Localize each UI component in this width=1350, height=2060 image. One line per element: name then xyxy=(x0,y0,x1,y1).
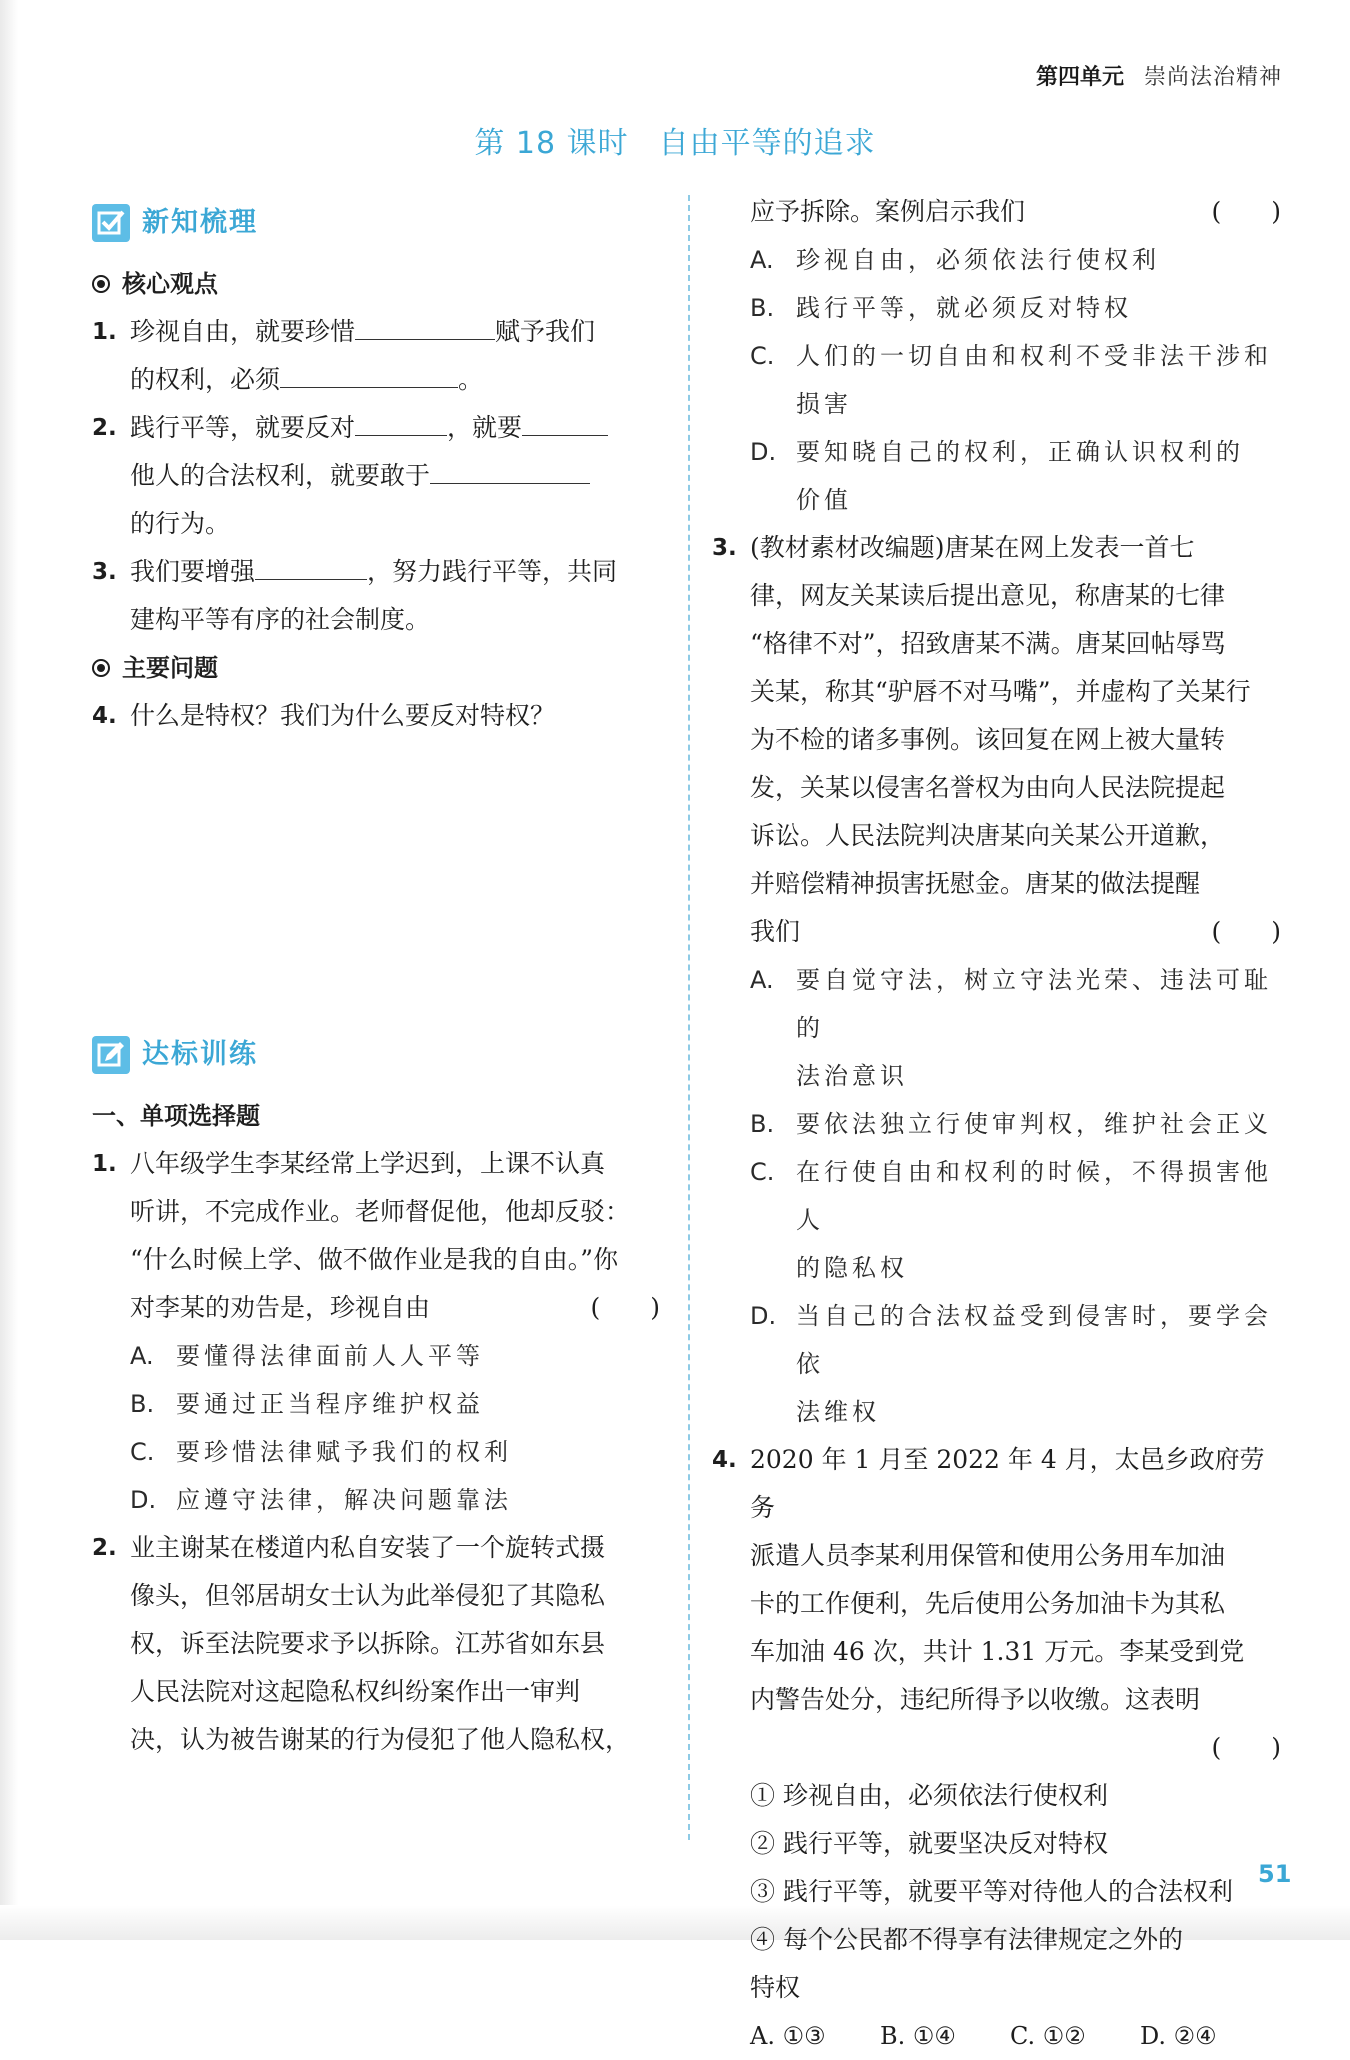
core-points-heading: 核心观点 xyxy=(92,260,664,308)
lesson-title xyxy=(0,118,1350,162)
lesson-number: 第 18 课时 xyxy=(474,126,629,161)
option-b[interactable]: B. 践行平等，就必须反对特权 xyxy=(750,294,1132,322)
answer-bracket[interactable]: ( ) xyxy=(1211,197,1281,226)
knowledge-question-1: 1. 珍视自由，就要珍惜 赋予我们 的权利，必须 。 xyxy=(92,308,664,404)
choice-d[interactable]: D. ②④ xyxy=(1140,2022,1217,2050)
section-title: 新知梳理 xyxy=(142,207,258,238)
choice-question-3: 3. (教材素材改编题)唐某在网上发表一首七 律，网友关某读后提出意见，称唐某的七律 “格律不对”，招致唐某不满。唐某回帖辱骂 关某，称其“驴唇不对马嘴”，并虚构了关某行 为不检的诸多事例。该回复在网上被大量转 发，关某以侵害名誉权为由向人民法院提起 诉讼。人民法院判决唐某向关某公开道歉， 并赔偿精神损害抚慰金。唐某的做法提醒 我们 ( ) xyxy=(712,524,1285,956)
option-a[interactable]: A. 要自觉守法，树立守法光荣、违法可耻的 法治意识 xyxy=(750,966,1272,1090)
section-training xyxy=(92,1030,664,1080)
option-d[interactable]: D. 要知晓自己的权利，正确认识权利的 价值 xyxy=(750,438,1244,514)
column-divider xyxy=(688,195,690,1840)
option-b[interactable]: B. 要通过正当程序维护权益 xyxy=(130,1390,484,1418)
unit-label: 第四单元 xyxy=(1035,65,1124,90)
bullet-icon xyxy=(92,659,110,677)
question-group-title: 一、单项选择题 xyxy=(92,1102,260,1130)
option-d[interactable]: D. 应遵守法律，解决问题靠法 xyxy=(130,1486,512,1514)
combination-choices xyxy=(712,2012,1285,2060)
option-c[interactable]: C. 在行使自由和权利的时候，不得损害他人 的隐私权 xyxy=(750,1158,1272,1282)
knowledge-question-2: 2. 践行平等，就要反对 ，就要 他人的合法权利，就要敢于 的行为。 xyxy=(92,404,664,548)
answer-bracket[interactable]: ( ) xyxy=(1211,917,1281,946)
answer-blank[interactable] xyxy=(355,404,447,436)
answer-blank[interactable] xyxy=(280,356,458,388)
answer-blank[interactable] xyxy=(255,548,367,580)
knowledge-question-4: 4. 什么是特权？我们为什么要反对特权？ xyxy=(92,701,556,730)
section-title: 达标训练 xyxy=(142,1039,258,1070)
answer-blank[interactable] xyxy=(355,308,495,340)
answer-blank[interactable] xyxy=(430,452,590,484)
unit-title: 崇尚法治精神 xyxy=(1143,65,1282,90)
lesson-name: 自由平等的追求 xyxy=(658,126,876,161)
option-d[interactable]: D. 当自己的合法权益受到侵害时，要学会依 法维权 xyxy=(750,1302,1272,1426)
right-column xyxy=(712,188,1285,2060)
edit-icon xyxy=(92,1036,130,1074)
page-edge-shadow xyxy=(0,0,18,1940)
choice-c[interactable]: C. ①② xyxy=(1010,2022,1086,2050)
option-c[interactable]: C. 要珍惜法律赋予我们的权利 xyxy=(130,1438,512,1466)
option-b[interactable]: B. 要依法独立行使审判权，维护社会正义 xyxy=(750,1110,1272,1138)
main-question-heading: 主要问题 xyxy=(92,644,664,692)
option-a[interactable]: A. 要懂得法律面前人人平等 xyxy=(130,1342,484,1370)
choice-b[interactable]: B. ①④ xyxy=(880,2022,956,2050)
choice-question-2: 2. 业主谢某在楼道内私自安装了一个旋转式摄 像头，但邻居胡女士认为此举侵犯了其隐私 权，诉至法院要求予以拆除。江苏省如东县 人民法院对这起隐私权纠纷案作出一审判 决，认为被告谢某的行为侵犯了他人隐私权， xyxy=(92,1533,631,1754)
choice-question-1: 1. 八年级学生李某经常上学迟到，上课不认真 听讲，不完成作业。老师督促他，他却反驳： “什么时候上学、做不做作业是我的自由。”你 对李某的劝告是，珍视自由 ( ) xyxy=(92,1140,664,1332)
knowledge-question-3: 3. 我们要增强 ，努力践行平等，共同 建构平等有序的社会制度。 xyxy=(92,548,664,644)
choice-question-4: 4. 2020 年 1 月至 2022 年 4 月，太邑乡政府劳务 派遣人员李某利用保管和使用公务用车加油 卡的工作便利，先后使用公务加油卡为其私 车加油 46 次，共计 1.31 万元。李某受到党 内警告处分，违纪所得予以收缴。这表明 ( ) xyxy=(712,1436,1285,1772)
statement-2: ② 践行平等，就要坚决反对特权 xyxy=(750,1829,1108,1858)
question-2-continued: 应予拆除。案例启示我们 ( ) xyxy=(712,188,1285,236)
answer-bracket[interactable]: ( ) xyxy=(1211,1733,1281,1762)
option-a[interactable]: A. 珍视自由，必须依法行使权利 xyxy=(750,246,1160,274)
running-head xyxy=(1036,60,1282,91)
answer-blank[interactable] xyxy=(522,404,608,436)
page-number: 51 xyxy=(1258,1860,1292,1888)
answer-bracket[interactable]: ( ) xyxy=(590,1293,660,1322)
statement-4: ④ 每个公民都不得享有法律规定之外的 特权 xyxy=(750,1925,1183,2002)
bullet-icon xyxy=(92,275,110,293)
checkbox-icon xyxy=(92,204,130,242)
choice-a[interactable]: A. ①③ xyxy=(750,2022,826,2050)
left-column xyxy=(92,198,664,1764)
answer-area[interactable] xyxy=(92,740,664,1030)
statement-3: ③ 践行平等，就要平等对待他人的合法权利 xyxy=(750,1877,1233,1906)
option-c[interactable]: C. 人们的一切自由和权利不受非法干涉和 损害 xyxy=(750,342,1272,418)
section-new-knowledge xyxy=(92,198,664,248)
statement-1: ① 珍视自由，必须依法行使权利 xyxy=(750,1781,1108,1810)
